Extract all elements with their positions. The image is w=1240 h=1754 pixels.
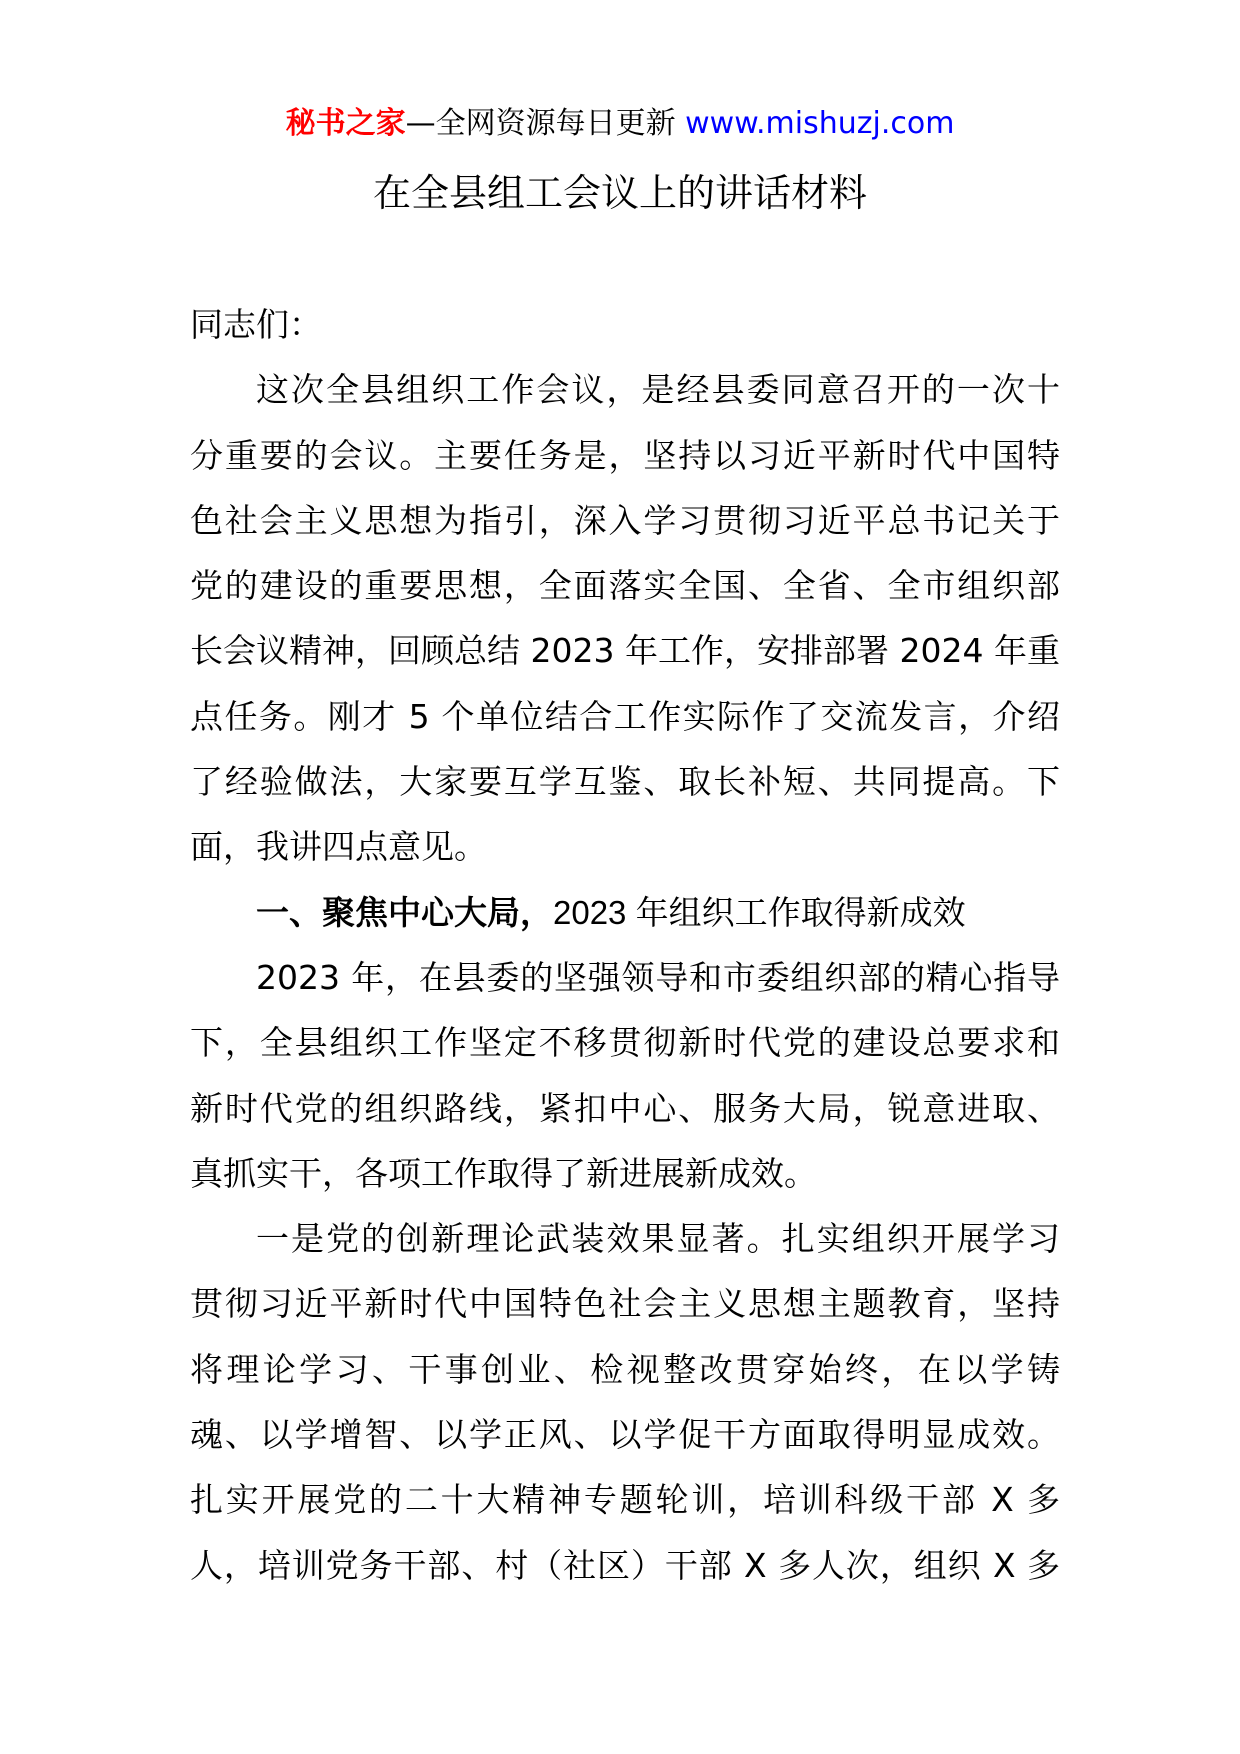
body-line: 将理论学习、干事创业、检视整改贯穿始终，在以学铸 <box>190 1349 1060 1389</box>
body-line: 这次全县组织工作会议，是经县委同意召开的一次十 <box>256 370 1060 410</box>
salutation: 同志们： <box>190 305 322 344</box>
document-title: 在全县组工会议上的讲话材料 <box>372 171 867 215</box>
body-line: 2023 年，在县委的坚强领导和市委组织部的精心指导 <box>256 957 1060 997</box>
site-url-link[interactable]: www.mishuzj.com <box>685 106 955 141</box>
brand-name: 秘书之家 <box>285 106 406 141</box>
body-line: 下，全县组织工作坚定不移贯彻新时代党的建设总要求和 <box>190 1023 1060 1063</box>
section-heading <box>190 880 1060 945</box>
body-line: 党的建设的重要思想，全面落实全国、全省、全市组织部 <box>190 566 1060 606</box>
body-line: 魂、以学增智、以学正风、以学促干方面取得明显成效。 <box>190 1415 1060 1455</box>
section-heading-prefix: 一、聚焦中心大局， <box>256 892 553 932</box>
body-line: 分重要的会议。主要任务是，坚持以习近平新时代中国特 <box>190 435 1060 475</box>
site-header <box>0 100 1240 148</box>
body-line: 贯彻习近平新时代中国特色社会主义思想主题教育，坚持 <box>190 1284 1060 1324</box>
body-line: 长会议精神，回顾总结 2023 年工作，安排部署 2024 年重 <box>190 631 1060 671</box>
body-line: 色社会主义思想为指引，深入学习贯彻习近平总书记关于 <box>190 500 1060 540</box>
body-line: 扎实开展党的二十大精神专题轮训，培训科级干部 X 多 <box>190 1480 1060 1520</box>
body-line: 点任务。刚才 5 个单位结合工作实际作了交流发言，介绍 <box>190 696 1060 736</box>
header-tagline: —全网资源每日更新 <box>405 106 686 141</box>
section-heading-year: 2023 <box>553 893 627 931</box>
body-line: 新时代党的组织路线，紧扣中心、服务大局，锐意进取、 <box>190 1088 1060 1128</box>
body-line: 真抓实干，各项工作取得了新进展新成效。 <box>190 1153 817 1193</box>
body-line: 人，培训党务干部、村（社区）干部 X 多人次，组织 X 多 <box>190 1545 1060 1585</box>
section-heading-suffix: 年组织工作取得新成效 <box>626 893 966 931</box>
body-line: 一是党的创新理论武装效果显著。扎实组织开展学习 <box>256 1219 1060 1259</box>
body-line: 面，我讲四点意见。 <box>190 827 487 867</box>
body-line: 了经验做法，大家要互学互鉴、取长补短、共同提高。下 <box>190 762 1060 802</box>
document-body <box>190 292 1060 1598</box>
